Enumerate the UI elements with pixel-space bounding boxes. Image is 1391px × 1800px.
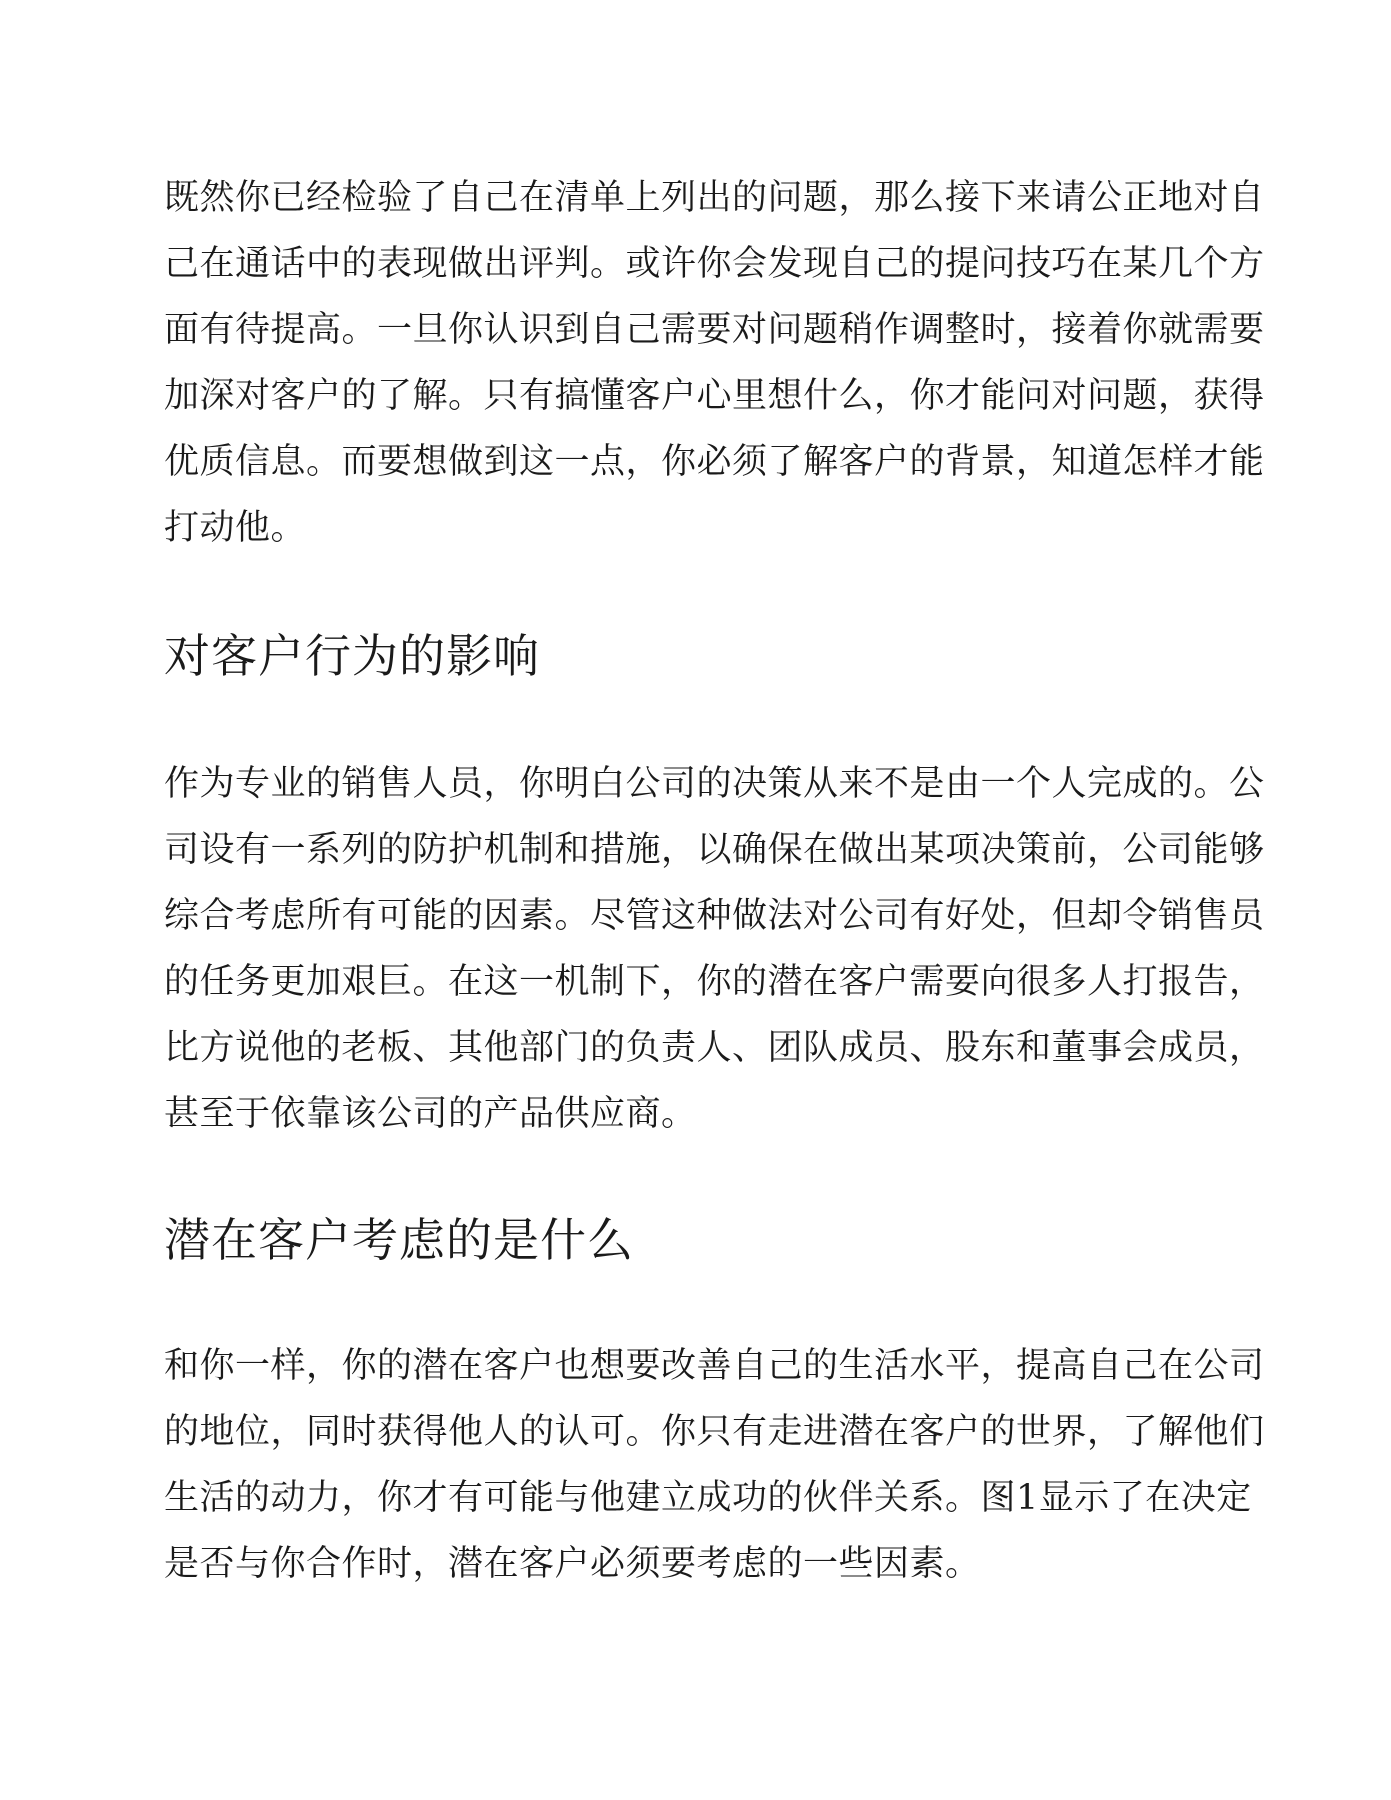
paragraph-2-line: 综合考虑所有可能的因素。尽管这种做法对公司有好处，但却令销售员 bbox=[164, 896, 1265, 936]
paragraph-2-line: 司设有一系列的防护机制和措施，以确保在做出某项决策前，公司能够 bbox=[164, 830, 1265, 870]
paragraph-1-line: 己在通话中的表现做出评判。或许你会发现自己的提问技巧在某几个方 bbox=[164, 244, 1265, 284]
paragraph-1-line: 面有待提高。一旦你认识到自己需要对问题稍作调整时，接着你就需要 bbox=[164, 310, 1265, 350]
paragraph-1-line: 优质信息。而要想做到这一点，你必须了解客户的背景，知道怎样才能 bbox=[164, 442, 1265, 482]
paragraph-3-line: 生活的动力，你才有可能与他建立成功的伙伴关系。图1显示了在决定 bbox=[164, 1478, 1252, 1518]
paragraph-2-line: 比方说他的老板、其他部门的负责人、团队成员、股东和董事会成员， bbox=[164, 1028, 1265, 1068]
paragraph-2-line: 甚至于依靠该公司的产品供应商。 bbox=[164, 1094, 697, 1134]
paragraph-1-line: 既然你已经检验了自己在清单上列出的问题，那么接下来请公正地对自 bbox=[164, 178, 1265, 218]
paragraph-3-line: 和你一样，你的潜在客户也想要改善自己的生活水平，提高自己在公司 bbox=[164, 1346, 1265, 1386]
paragraph-3 bbox=[164, 1333, 1265, 1597]
paragraph-1-line: 打动他。 bbox=[164, 508, 307, 548]
section-heading-1: 对客户行为的影响 bbox=[164, 629, 540, 683]
paragraph-2 bbox=[164, 751, 1265, 1147]
paragraph-1-line: 加深对客户的了解。只有搞懂客户心里想什么，你才能问对问题，获得 bbox=[164, 376, 1265, 416]
paragraph-2-line: 作为专业的销售人员，你明白公司的决策从来不是由一个人完成的。公 bbox=[164, 764, 1265, 804]
paragraph-2-line: 的任务更加艰巨。在这一机制下，你的潜在客户需要向很多人打报告， bbox=[164, 962, 1265, 1002]
paragraph-3-line: 的地位，同时获得他人的认可。你只有走进潜在客户的世界，了解他们 bbox=[164, 1412, 1265, 1452]
paragraph-1 bbox=[164, 165, 1265, 561]
section-heading-2: 潜在客户考虑的是什么 bbox=[164, 1213, 634, 1267]
paragraph-3-line: 是否与你合作时，潜在客户必须要考虑的一些因素。 bbox=[164, 1544, 981, 1584]
